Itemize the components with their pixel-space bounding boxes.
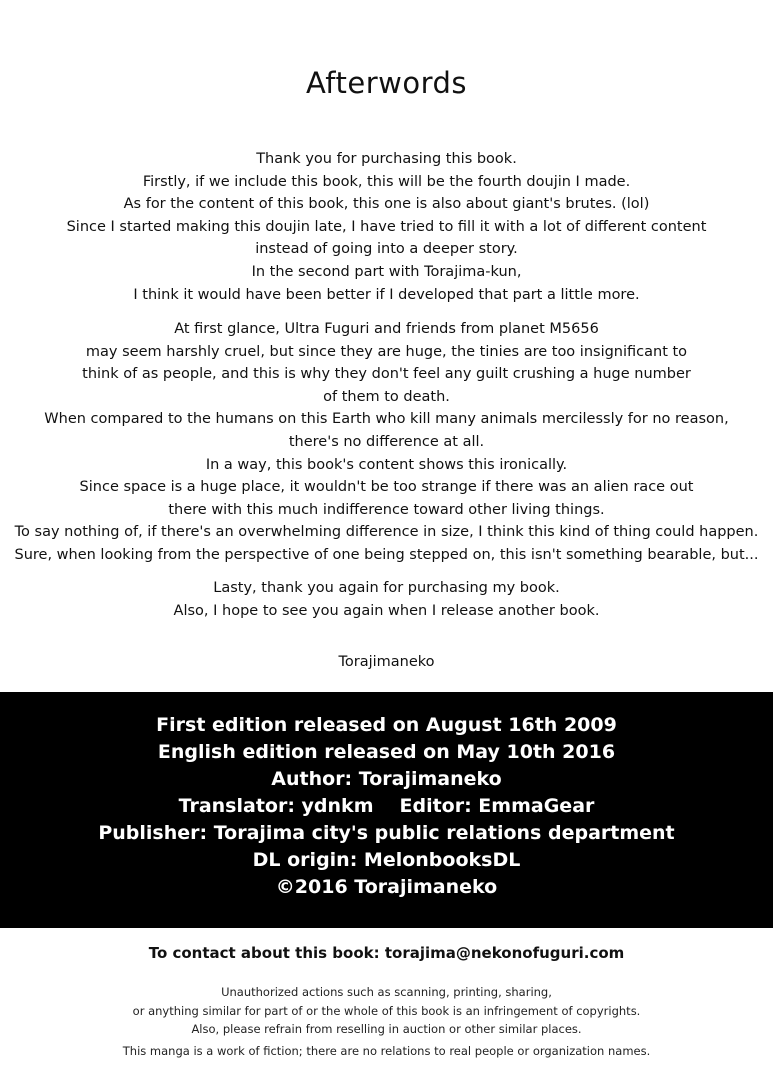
- text-line: there with this much indifference toward other living things.: [168, 501, 605, 518]
- text-line: of them to death.: [323, 388, 450, 405]
- author-line: Author: Torajimaneko: [271, 768, 502, 790]
- text-line: To say nothing of, if there's an overwhelming difference in size, I think this kind of thing could happen.: [14, 524, 759, 541]
- notice-line: or anything similar for part of or the whole of this book is an infringement of copyrights.: [132, 1003, 641, 1018]
- notice-line: Also, please refrain from reselling in auction or other similar places.: [191, 1022, 582, 1036]
- text-line: Since space is a huge place, it wouldn't be too strange if there was an alien race out: [79, 479, 694, 496]
- text-line: In the second part with Torajima-kun,: [251, 263, 522, 280]
- notice-line: Unauthorized actions such as scanning, printing, sharing,: [221, 985, 552, 999]
- fiction-notice: This manga is a work of fiction; there are no relations to real people or organization names.: [122, 1044, 651, 1058]
- text-line: Firstly, if we include this book, this will be the fourth doujin I made.: [142, 173, 631, 190]
- paragraph-thanks: [0, 148, 773, 306]
- text-line: When compared to the humans on this Earth who kill many animals mercilessly for no reason,: [44, 411, 729, 428]
- text-line: Thank you for purchasing this book.: [256, 151, 517, 167]
- paragraph-closing: [0, 577, 773, 622]
- paragraph-content: [0, 318, 773, 567]
- text-line: Sure, when looking from the perspective of one being stepped on, this isn't something bearable, but...: [14, 546, 759, 563]
- page-title: Afterwords: [305, 66, 468, 100]
- text-line: As for the content of this book, this one is also about giant's brutes. (lol): [123, 196, 650, 213]
- text-line: Since I started making this doujin late, I have tried to fill it with a lot of different content: [66, 218, 707, 235]
- publisher-line: Publisher: Torajima city's public relations department: [98, 822, 675, 844]
- text-line: Lasty, thank you again for purchasing my book.: [213, 580, 560, 596]
- text-line: may seem harshly cruel, but since they are huge, the tinies are too insignificant to: [85, 343, 688, 360]
- signature: Torajimaneko: [338, 654, 435, 670]
- text-line: there's no difference at all.: [288, 433, 485, 450]
- text-line: In a way, this book's content shows this ironically.: [205, 456, 568, 473]
- copyright-line: ©2016 Torajimaneko: [275, 876, 498, 898]
- first-edition-line: First edition released on August 16th 2009: [156, 714, 617, 736]
- credits-box: [0, 692, 773, 928]
- text-line: Also, I hope to see you again when I release another book.: [173, 602, 600, 619]
- copyright-notice: [0, 983, 773, 1039]
- translator-text: Translator: ydnkm: [178, 795, 374, 817]
- text-line: think of as people, and this is why they don't feel any guilt crushing a huge number: [82, 366, 691, 383]
- english-edition-line: English edition released on May 10th 2016: [157, 741, 616, 763]
- dl-origin-line: DL origin: MelonbooksDL: [252, 849, 521, 871]
- contact-line: To contact about this book: torajima@nekonofuguri.com: [148, 944, 625, 962]
- editor-text: Editor: EmmaGear: [399, 795, 595, 817]
- text-line: At first glance, Ultra Fuguri and friends from planet M5656: [174, 321, 599, 337]
- text-line: I think it would have been better if I developed that part a little more.: [133, 286, 640, 303]
- text-line: instead of going into a deeper story.: [255, 241, 518, 258]
- translator-editor-line: [0, 793, 773, 820]
